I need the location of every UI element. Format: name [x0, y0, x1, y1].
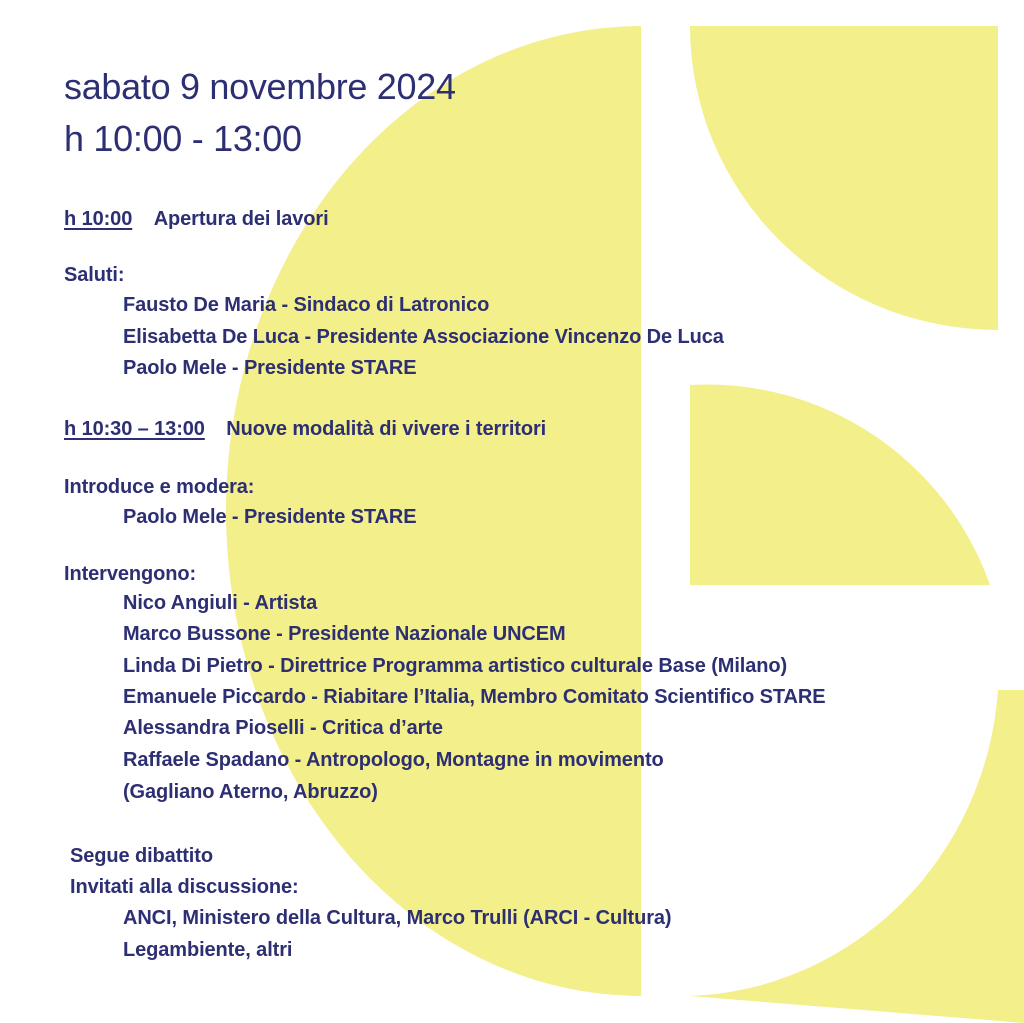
debate-subheading: Invitati alla discussione: — [70, 876, 299, 898]
debate-heading: Segue dibattito — [70, 845, 213, 867]
session-time: h 10:00 — [64, 208, 133, 230]
invitee-item: ANCI, Ministero della Cultura, Marco Trulli (ARCI - Cultura) — [123, 907, 672, 929]
greeting-item: Paolo Mele - Presidente STARE — [123, 357, 417, 379]
invitee-item: Legambiente, altri — [123, 939, 293, 961]
speaker-item: Alessandra Pioselli - Critica d’arte — [123, 717, 443, 739]
speaker-item: Emanuele Piccardo - Riabitare l’Italia, Membro Comitato Scientifico STARE — [123, 686, 826, 708]
speaker-item: Linda Di Pietro - Direttrice Programma artistico culturale Base (Milano) — [123, 655, 788, 677]
moderator-heading: Introduce e modera: — [64, 476, 255, 498]
speakers-heading: Intervengono: — [64, 563, 197, 585]
greetings-heading: Saluti: — [64, 264, 125, 286]
greeting-item: Fausto De Maria - Sindaco di Latronico — [123, 294, 490, 316]
event-date: sabato 9 novembre 2024 — [64, 66, 456, 107]
moderator-item: Paolo Mele - Presidente STARE — [123, 506, 417, 528]
event-time: h 10:00 - 13:00 — [64, 118, 302, 159]
speaker-item: Raffaele Spadano - Antropologo, Montagne in movimento — [123, 749, 664, 771]
greeting-item: Elisabetta De Luca - Presidente Associazione Vincenzo De Luca — [123, 326, 724, 348]
session-title: Nuove modalità di vivere i territori — [226, 418, 547, 440]
session-title: Apertura dei lavori — [153, 208, 329, 230]
session-opening — [64, 208, 329, 231]
session-main — [64, 418, 546, 441]
speaker-item: Marco Bussone - Presidente Nazionale UNCEM — [123, 623, 566, 645]
speaker-item: (Gagliano Aterno, Abruzzo) — [123, 781, 378, 803]
speaker-item: Nico Angiuli - Artista — [123, 592, 318, 614]
session-time: h 10:30 – 13:00 — [64, 418, 205, 440]
